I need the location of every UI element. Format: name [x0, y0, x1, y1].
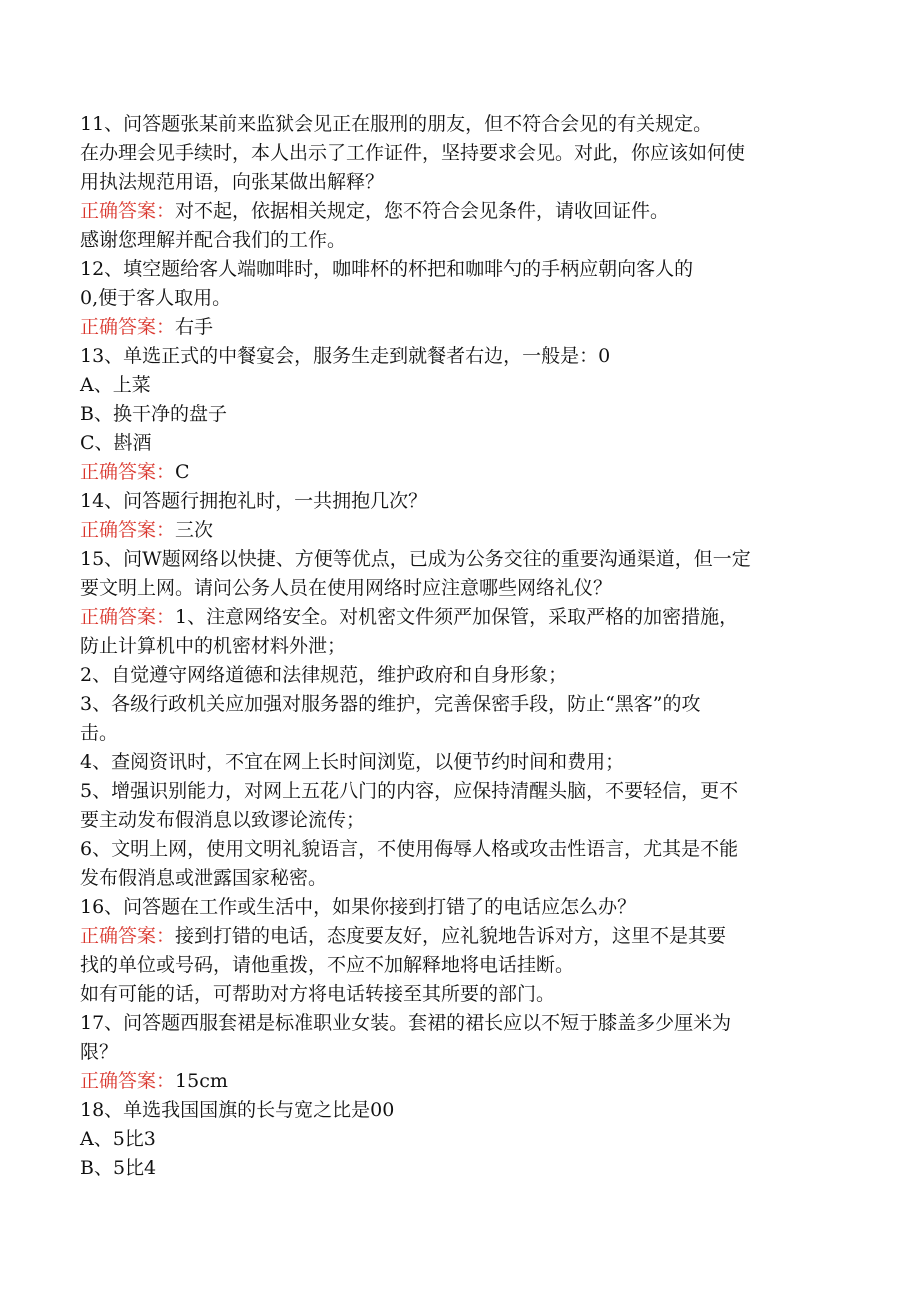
- answer-text: 右手: [175, 316, 214, 338]
- answer-line: [80, 313, 840, 342]
- answer-text: 1、注意网络安全。对机密文件须严加保管，采取严格的加密措施，: [175, 606, 739, 628]
- answer-line: [80, 458, 840, 487]
- answer-line: [80, 922, 840, 951]
- text-line: 2、自觉遵守网络道德和法律规范，维护政府和自身形象；: [80, 664, 568, 686]
- text-line: 6、文明上网，使用文明礼貌语言，不使用侮辱人格或攻击性语言，尤其是不能: [80, 838, 739, 860]
- text-line: 感谢您理解并配合我们的工作。: [80, 229, 347, 251]
- text-line: 用执法规范用语，向张某做出解释？: [80, 171, 385, 193]
- text-line: 11、问答题张某前来监狱会见正在服刑的朋友，但不符合会见的有关规定。: [80, 113, 713, 135]
- text-line: C、斟酒: [80, 432, 152, 454]
- text-line: B、5比4: [80, 1157, 157, 1179]
- text-line: 5、增强识别能力，对网上五花八门的内容，应保持清醒头脑，不要轻信，更不: [80, 780, 739, 802]
- text-line: 15、问W题网络以快捷、方便等优点，已成为公务交往的重要沟通渠道，但一定: [80, 548, 751, 570]
- text-line: 14、问答题行拥抱礼时，一共拥抱几次？: [80, 490, 428, 512]
- text-line: 要文明上网。请问公务人员在使用网络时应注意哪些网络礼仪？: [80, 577, 613, 599]
- answer-label: 正确答案：: [80, 925, 176, 947]
- answer-label: 正确答案：: [80, 461, 176, 483]
- answer-label: 正确答案：: [80, 200, 176, 222]
- text-line: 如有可能的话，可帮助对方将电话转接至其所要的部门。: [80, 983, 556, 1005]
- text-line: 4、查阅资讯时，不宜在网上长时间浏览，以便节约时间和费用；: [80, 751, 625, 773]
- text-line: 防止计算机中的机密材料外泄；: [80, 635, 347, 657]
- answer-text: 三次: [175, 519, 214, 541]
- text-line: 找的单位或号码，请他重拨，不应不加解释地将电话挂断。: [80, 954, 575, 976]
- text-line: A、上菜: [80, 374, 151, 396]
- text-line: 3、各级行政机关应加强对服务器的维护，完善保密手段，防止“黑客”的攻: [80, 693, 701, 715]
- answer-text: C: [175, 461, 190, 483]
- text-line: 16、问答题在工作或生活中，如果你接到打错了的电话应怎么办？: [80, 896, 637, 918]
- answer-label: 正确答案：: [80, 519, 176, 541]
- question-list: [80, 110, 840, 1183]
- text-line: 0,便于客人取用。: [80, 287, 232, 309]
- answer-line: [80, 516, 840, 545]
- text-line: 击。: [80, 722, 119, 744]
- text-line: A、5比3: [80, 1128, 156, 1150]
- text-line: B、换干净的盘子: [80, 403, 227, 425]
- answer-text: 接到打错的电话，态度要友好，应礼貌地告诉对方，这里不是其要: [175, 925, 727, 947]
- answer-text: 15cm: [175, 1070, 228, 1092]
- answer-line: [80, 1067, 840, 1096]
- answer-label: 正确答案：: [80, 606, 176, 628]
- answer-line: [80, 197, 840, 226]
- text-line: 在办理会见手续时，本人出示了工作证件，坚持要求会见。对此，你应该如何使: [80, 142, 746, 164]
- text-line: 发布假消息或泄露国家秘密。: [80, 867, 328, 889]
- text-line: 限？: [80, 1041, 119, 1063]
- text-line: 13、单选正式的中餐宴会，服务生走到就餐者右边，一般是：0: [80, 345, 611, 367]
- answer-text: 对不起，依据相关规定，您不符合会见条件，请收回证件。: [175, 200, 670, 222]
- answer-line: [80, 603, 840, 632]
- answer-label: 正确答案：: [80, 316, 176, 338]
- answer-label: 正确答案：: [80, 1070, 176, 1092]
- text-line: 要主动发布假消息以致谬论流传；: [80, 809, 366, 831]
- text-line: 12、填空题给客人端咖啡时，咖啡杯的杯把和咖啡勺的手柄应朝向客人的: [80, 258, 694, 280]
- text-line: 18、单选我国国旗的长与宽之比是00: [80, 1099, 395, 1121]
- text-line: 17、问答题西服套裙是标准职业女装。套裙的裙长应以不短于膝盖多少厘米为: [80, 1012, 732, 1034]
- document-page: [80, 110, 840, 1183]
